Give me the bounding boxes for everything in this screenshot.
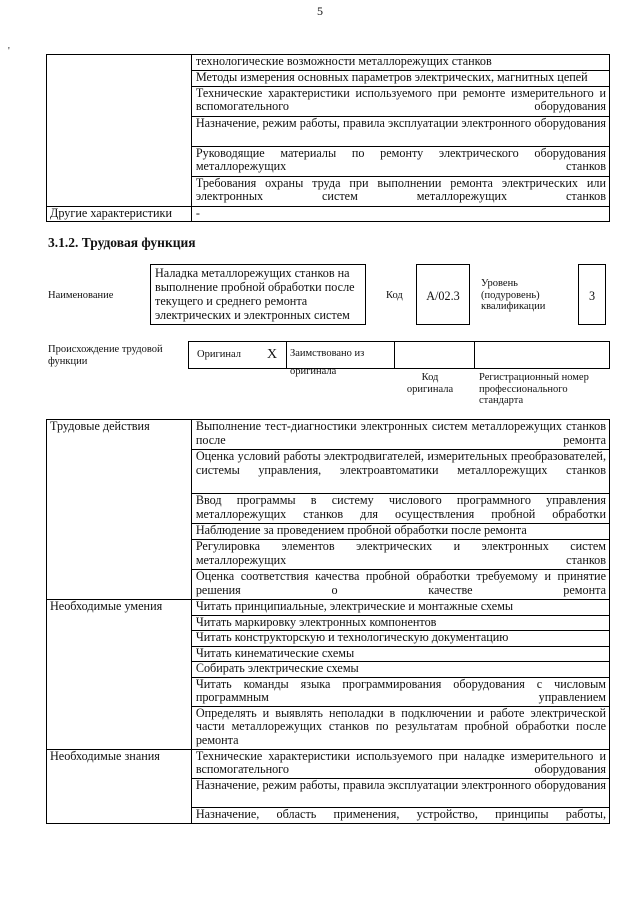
origin-reg-cell (474, 341, 610, 369)
list-item: Выполнение тест-диагностики электронных систем металлорежущих станков после ремонта (191, 420, 609, 450)
original-label: Оригинал (197, 349, 241, 360)
margin-mark: ' (8, 46, 10, 57)
section-title: 3.1.2. Трудовая функция (48, 235, 196, 250)
top-table-row: Методы измерения основных параметров электрических, магнитных цепей (191, 70, 609, 86)
list-item: Читать команды языка программирования оборудования с числовым программным управлением (191, 677, 609, 706)
code-label: Код (386, 290, 403, 301)
list-item: Регулировка элементов электрических и электронных систем металлорежущих станков (191, 540, 609, 570)
original-cell (188, 341, 287, 369)
name-label: Наименование (48, 290, 114, 301)
other-characteristics-value: - (191, 206, 609, 222)
list-item: Читать маркировку электронных компонентов (191, 615, 609, 631)
code-value: А/02.3 (426, 289, 460, 303)
borrowed-cell (286, 341, 395, 377)
group-label-actions: Трудовые действия (47, 420, 192, 600)
top-table-row: технологические возможности металлорежущих станков (191, 55, 609, 71)
level-label: Уровень (подуровень) квалификации (481, 278, 546, 312)
list-item: Наблюдение за проведением пробной обработки после ремонта (191, 524, 609, 540)
code-caption: Код оригинала (406, 372, 454, 395)
group-label-knowledge: Необходимые знания (47, 749, 192, 823)
top-table-label-cell (47, 55, 192, 207)
top-table-row: Назначение, режим работы, правила эксплуатации электронного оборудования (191, 116, 609, 146)
origin-label: Происхождение трудовой функции (48, 344, 163, 367)
group-label-skills: Необходимые умения (47, 600, 192, 750)
list-item: Назначение, режим работы, правила эксплуатации электронного оборудования (191, 778, 609, 807)
origin-code-cell (394, 341, 475, 369)
level-value: 3 (588, 289, 596, 303)
list-item: Оценка условий работы электродвигателей, измерительных преобразователей, системы управления, электроавтоматики металлорежущих станков (191, 450, 609, 494)
list-item: Назначение, область применения, устройство, принципы работы, (191, 807, 609, 823)
list-item: Ввод программы в систему числового программного управления металлорежущих станков для осуществления пробной обработки (191, 494, 609, 524)
list-item: Читать принципиальные, электрические и монтажные схемы (191, 600, 609, 616)
top-table-row: Руководящие материалы по ремонту электрического оборудования металлорежущих станков (191, 146, 609, 176)
list-item: Читать конструкторскую и технологическую документацию (191, 631, 609, 647)
main-table (46, 419, 610, 824)
list-item: Технические характеристики используемого при наладке измерительного и вспомогательного оборудования (191, 749, 609, 778)
list-item: Определять и выявлять неполадки в подключении и работе электрической части металлорежущих станков по результатам пробной обработки после ремонта (191, 706, 609, 749)
other-characteristics-label: Другие характеристики (47, 206, 192, 222)
original-mark: Х (267, 347, 278, 362)
list-item: Оценка соответствия качества пробной обработки требуемому и принятие решения о качестве ремонта (191, 570, 609, 600)
list-item: Собирать электрические схемы (191, 662, 609, 678)
page-number: 5 (317, 4, 323, 18)
function-name-box (150, 264, 366, 325)
function-name-value: Наладка металлорежущих станков на выполнение пробной обработки после текущего и среднего ремонта электрических и электронных систем (155, 266, 355, 322)
top-table-row: Технические характеристики используемого при ремонте измерительного и вспомогательного оборудования (191, 86, 609, 116)
level-box (578, 264, 606, 325)
list-item: Читать кинематические схемы (191, 646, 609, 662)
borrowed-label: Заимствовано из оригинала (290, 348, 365, 377)
top-table (46, 54, 610, 222)
reg-caption: Регистрационный номер профессионального стандарта (479, 372, 589, 406)
code-box (416, 264, 470, 325)
top-table-row: Требования охраны труда при выполнении ремонта электрических или электронных систем металлорежущих станков (191, 176, 609, 206)
